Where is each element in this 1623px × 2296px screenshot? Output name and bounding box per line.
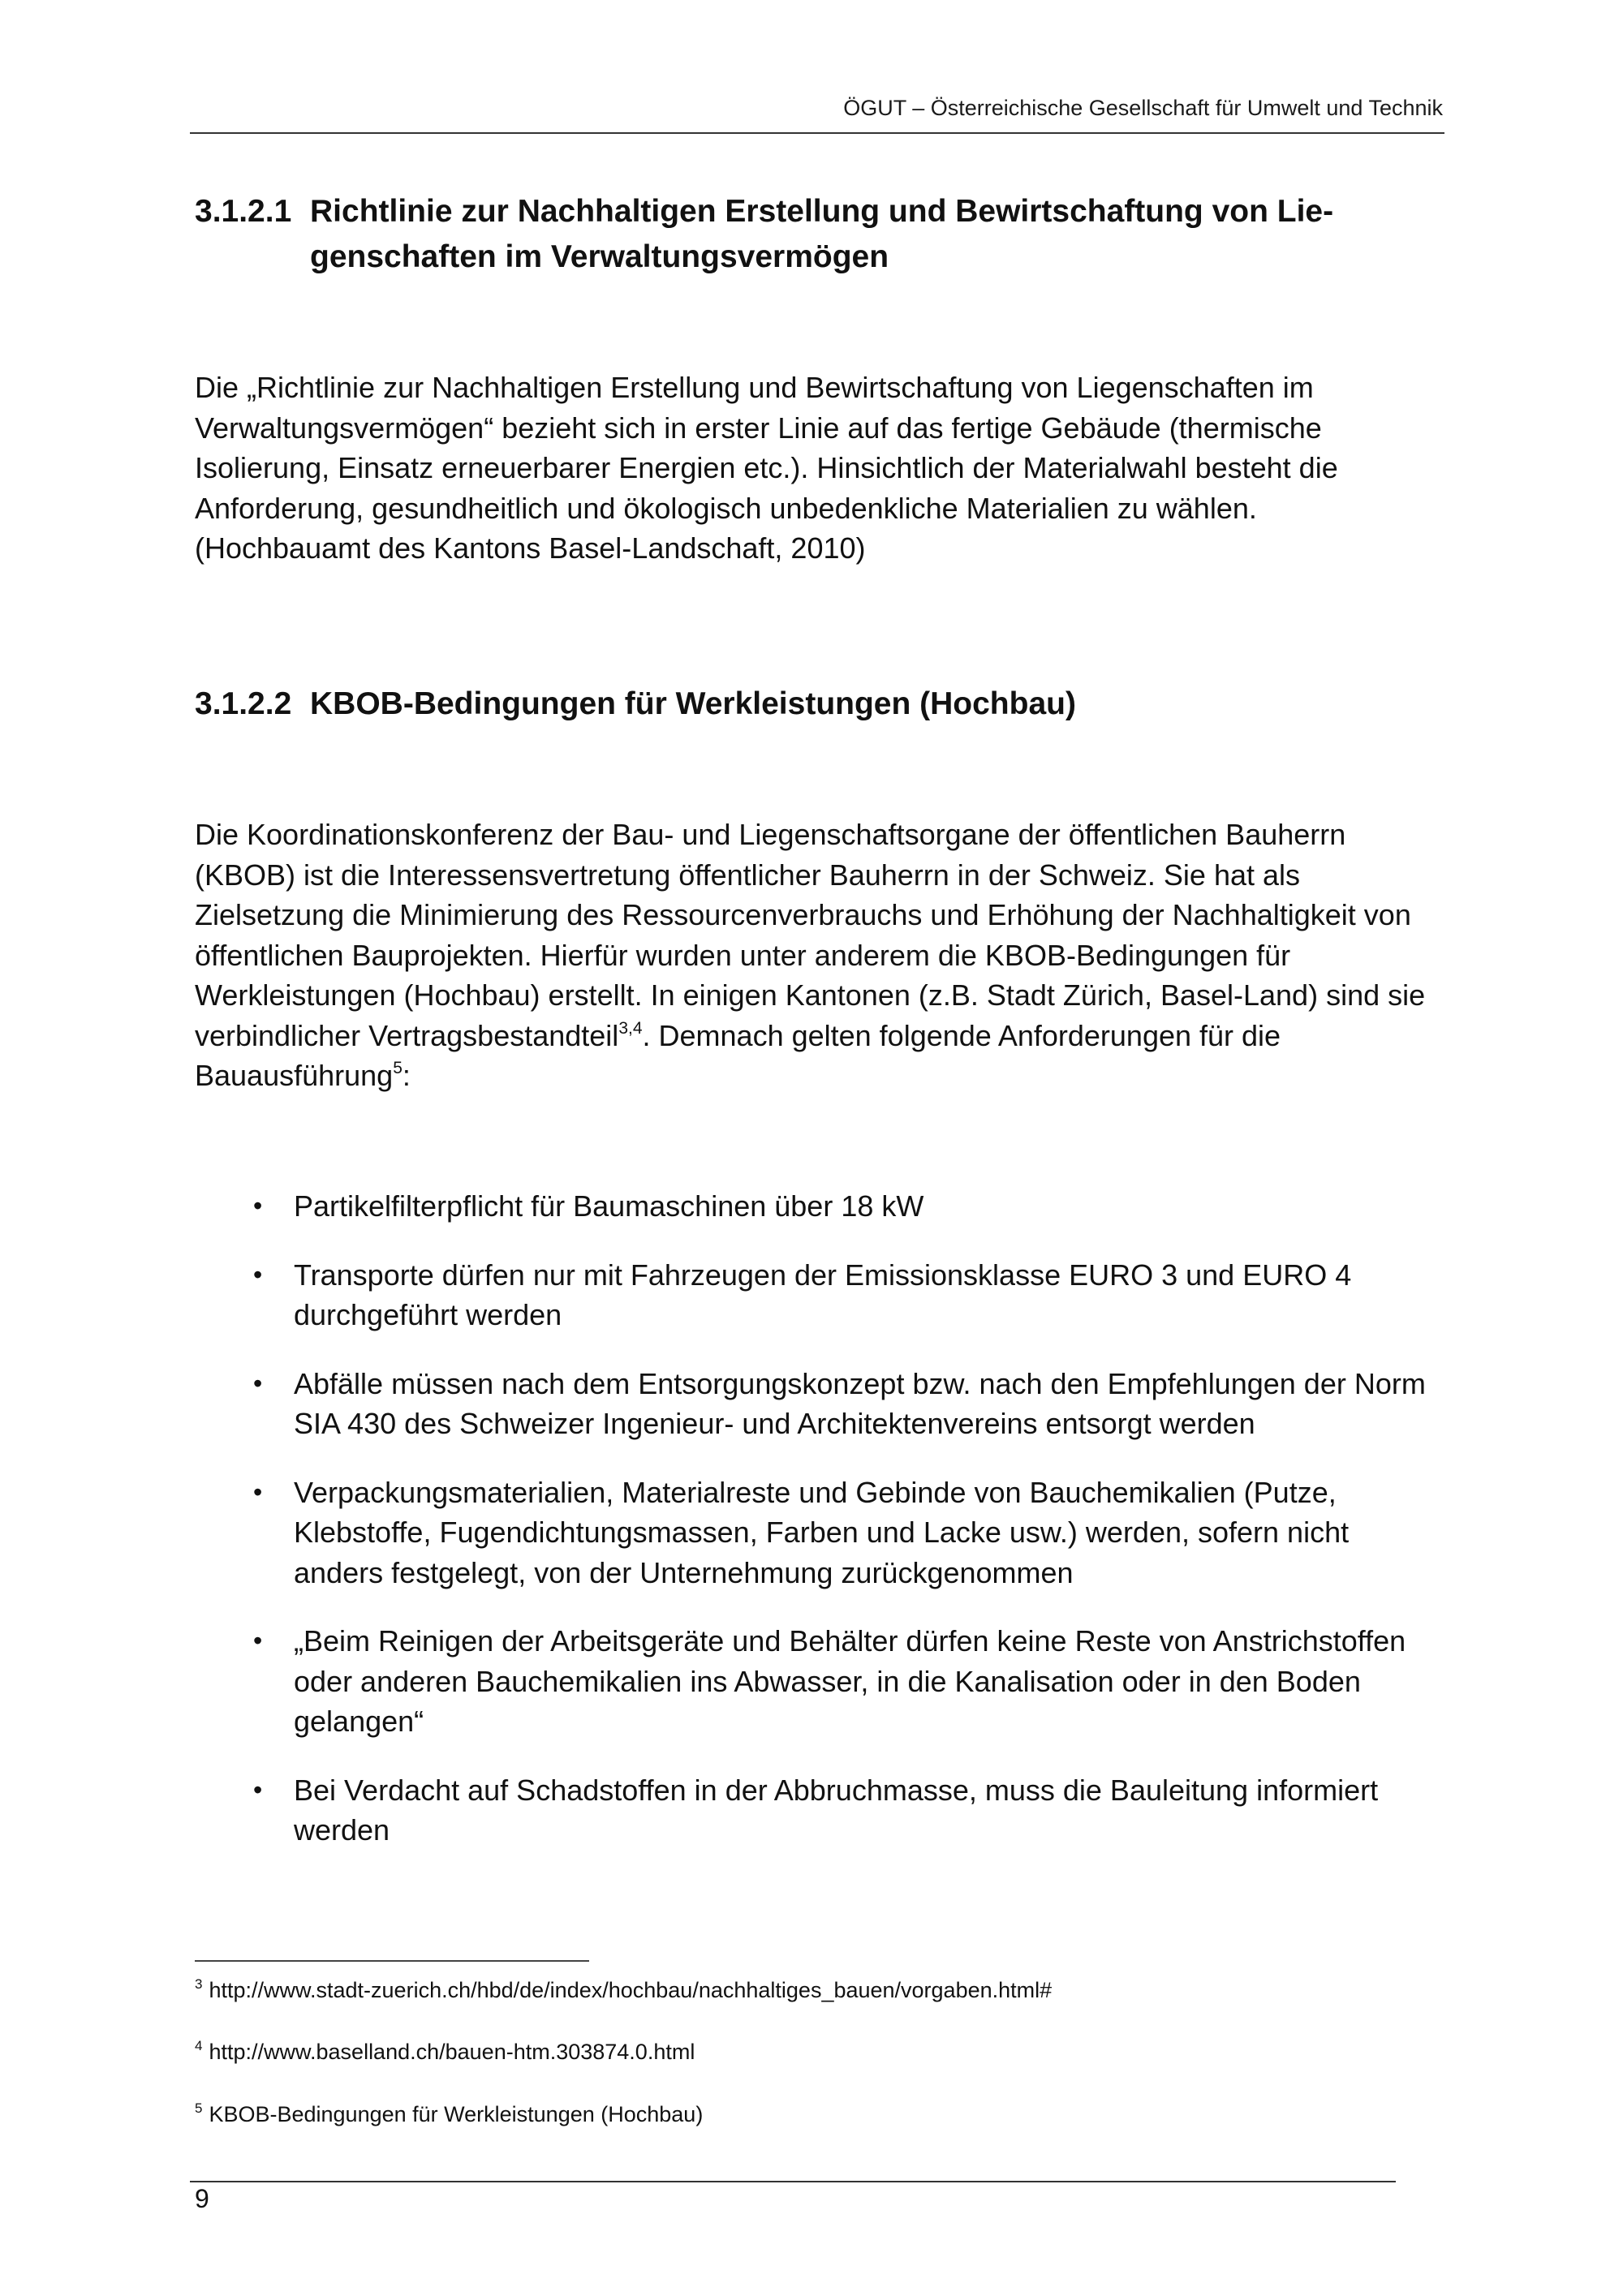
section-number: 3.1.2.1 — [195, 194, 292, 229]
bullet-icon: • — [253, 1477, 263, 1507]
list-item: • Bei Verdacht auf Schadstoffen in der Abbruchmasse, muss die Bauleitung informiert werden — [195, 1770, 1444, 1851]
list-item: • „Beim Reinigen der Arbeitsgeräte und Behälter dürfen keine Reste von Anstrichstoffen oder anderen Bauchemikalien ins Abwasser, in die Kanalisation oder in den Boden gelangen“ — [195, 1621, 1444, 1742]
header-divider — [190, 132, 1444, 134]
footer-divider — [190, 2181, 1396, 2182]
section-1-paragraph: Die „Richtlinie zur Nachhaltigen Erstellung und Bewirtschaftung von Liegenschaften im Verwaltungsvermögen“ bezieht sich in erster Linie auf das fertige Gebäude (thermische Isolierung, Einsatz erneuerbarer Energien etc.). Hinsichtlich der Materialwahl besteht die Anforderung, gesundheitlich und ökologisch unbedenkliche Materialien zu wählen. (Hochbauamt des Kantons Basel-Landschaft, 2010) — [195, 371, 1338, 565]
section-title: KBOB-Bedingungen für Werkleistungen (Hochbau) — [310, 686, 1076, 721]
list-item: • Partikelfilterpflicht für Baumaschinen über 18 kW — [195, 1186, 1444, 1227]
footnote-3 — [195, 1976, 1052, 2004]
section-2-paragraph: Die Koordinationskonferenz der Bau- und Liegenschaftsorgane der öffentlichen Bauherrn (KBOB) ist die Interessensvertretung öffentlicher Bauherrn in der Schweiz. Sie hat als Zielsetzung die Minimierung des Ressourcenverbrauchs und Erhöhung der Nachhaltigkeit von öffentlichen Bauprojekten. Hierfür wurden unter anderem die KBOB-Bedingungen für Werkleistungen (Hochbau) erstellt. In einigen Kantonen (z.B. Stadt Zürich, Basel-Land) sind sie verbindlicher Vertragsbestandteil$^{3,4}$. Demnach gelten folgende Anforderungen für die Bauausführung$^5$: — [195, 818, 1426, 1092]
list-item: • Verpackungsmaterialien, Materialreste und Gebinde von Bauchemikalien (Putze, Klebstoffe, Fugendichtungsmassen, Farben und Lacke usw.) werden, sofern nicht anders festgelegt, von der Unternehmung zurückgenommen — [195, 1473, 1444, 1593]
bullet-icon: • — [253, 1259, 263, 1289]
section-title: Richtlinie zur Nachhaltigen Erstellung und Bewirtschaftung von Lie- genschaften im Verwaltungsvermögen — [310, 194, 1334, 274]
footnote-marker: 5 — [195, 2100, 203, 2116]
bullet-icon: • — [253, 1368, 263, 1398]
section-heading-3-1-2-1 — [195, 189, 1436, 280]
requirements-list — [195, 1186, 1444, 1879]
footnote-divider — [195, 1960, 589, 1962]
footnote-marker: 3 — [195, 1976, 203, 1992]
footnote-ref-5[interactable]: 5 — [393, 1059, 403, 1077]
running-header: ÖGUT – Österreichische Gesellschaft für Umwelt und Technik — [843, 96, 1443, 120]
section-heading-3-1-2-2 — [195, 681, 1436, 727]
bullet-icon: • — [253, 1626, 263, 1655]
section-number: 3.1.2.2 — [195, 686, 292, 721]
footnote-text: KBOB-Bedingungen für Werkleistungen (Hochbau) — [209, 2102, 704, 2126]
list-item: • Transporte dürfen nur mit Fahrzeugen der Emissionsklasse EURO 3 und EURO 4 durchgeführt werden — [195, 1255, 1444, 1335]
footnote-link[interactable]: http://www.baselland.ch/bauen-htm.303874.0.html — [209, 2040, 695, 2064]
footnote-5 — [195, 2100, 703, 2128]
page-number: 9 — [195, 2184, 209, 2213]
footnote-link[interactable]: http://www.stadt-zuerich.ch/hbd/de/index/hochbau/nachhaltiges_bauen/vorgaben.html# — [209, 1978, 1053, 2002]
bullet-icon: • — [253, 1774, 263, 1804]
bullet-icon: • — [253, 1191, 263, 1220]
list-item: • Abfälle müssen nach dem Entsorgungskonzept bzw. nach den Empfehlungen der Norm SIA 430 des Schweizer Ingenieur- und Architektenvereins entsorgt werden — [195, 1364, 1444, 1444]
footnote-ref-3-4[interactable]: 3,4 — [618, 1018, 643, 1038]
footnote-marker: 4 — [195, 2038, 203, 2053]
footnote-4 — [195, 2038, 695, 2066]
